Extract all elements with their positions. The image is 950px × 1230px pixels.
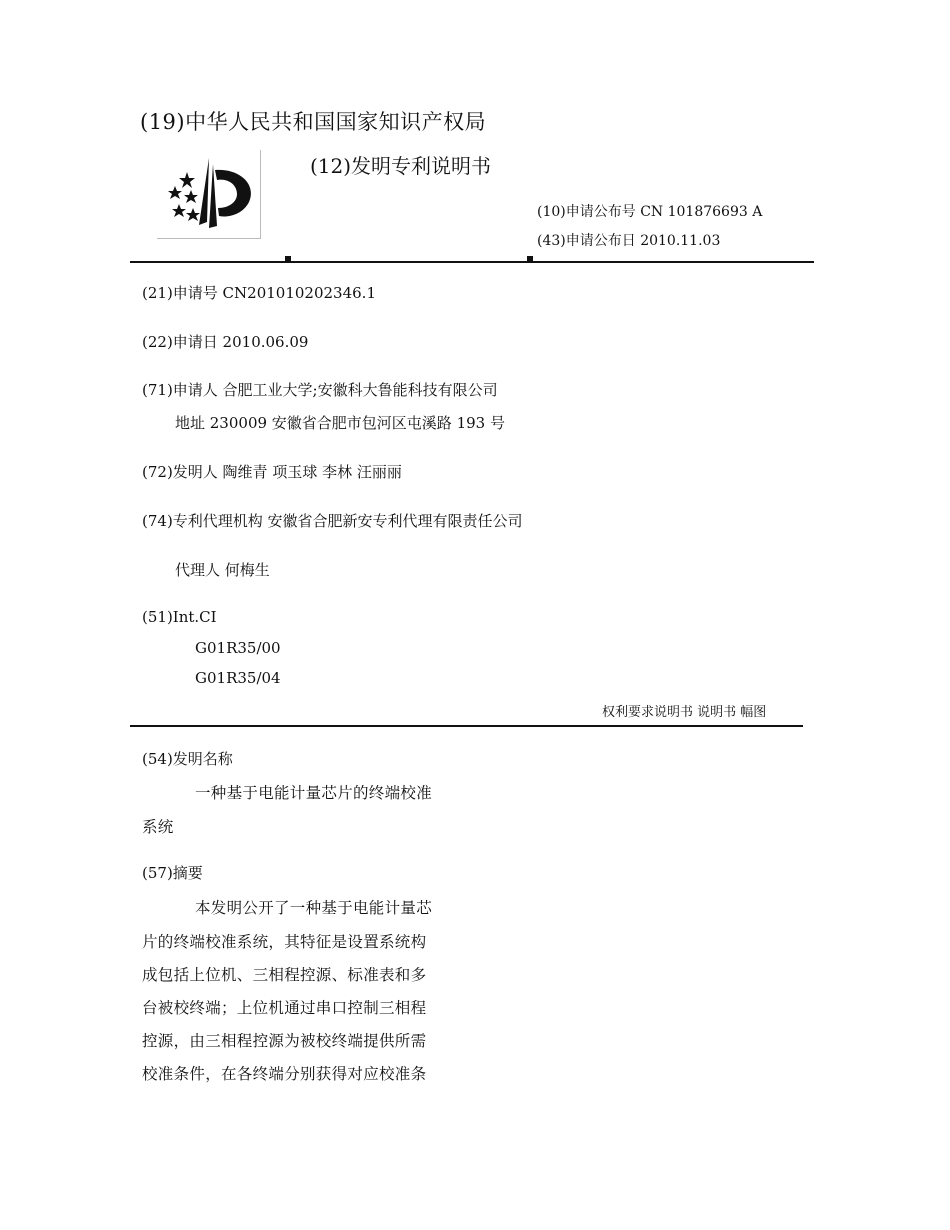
- abstract-line: 控源，由三相程控源为被校终端提供所需: [142, 1032, 427, 1050]
- applicant-address: 地址 230009 安徽省合肥市包河区屯溪路 193 号: [175, 414, 505, 432]
- publication-date: (43)申请公布日 2010.11.03: [537, 233, 721, 249]
- document-type: (12)发明专利说明书: [310, 154, 492, 178]
- abstract-line: 本发明公开了一种基于电能计量芯: [195, 899, 433, 917]
- abstract-line: 台被校终端；上位机通过串口控制三相程: [142, 999, 427, 1017]
- abstract-line: 片的终端校准系统，其特征是设置系统构: [142, 933, 427, 951]
- attachments-list: 权利要求说明书 说明书 幅图: [602, 705, 767, 720]
- section-divider: [130, 725, 803, 727]
- inventors: (72)发明人 陶维青 项玉球 李林 汪丽丽: [142, 463, 402, 481]
- divider-tick: [527, 256, 533, 261]
- invention-title-line: 一种基于电能计量芯片的终端校准: [195, 784, 433, 802]
- classification-code: G01R35/04: [195, 669, 281, 687]
- abstract-label: (57)摘要: [142, 864, 203, 882]
- application-number: (21)申请号 CN201010202346.1: [142, 284, 376, 302]
- invention-title-label: (54)发明名称: [142, 750, 233, 768]
- patent-office-logo: [157, 150, 261, 239]
- classification-code: G01R35/00: [195, 639, 281, 657]
- int-classification-label: (51)Int.CI: [142, 608, 217, 626]
- office-name: (19)中华人民共和国国家知识产权局: [140, 110, 487, 134]
- header-divider: [130, 261, 814, 263]
- abstract-line: 成包括上位机、三相程控源、标准表和多: [142, 966, 427, 984]
- logo-emblem-icon: [157, 150, 260, 238]
- patent-agent: 代理人 何梅生: [175, 561, 270, 579]
- abstract-line: 校准条件，在各终端分别获得对应校准条: [142, 1065, 427, 1083]
- applicant: (71)申请人 合肥工业大学;安徽科大鲁能科技有限公司: [142, 381, 498, 399]
- publication-number: (10)申请公布号 CN 101876693 A: [537, 204, 763, 220]
- patent-agency: (74)专利代理机构 安徽省合肥新安专利代理有限责任公司: [142, 512, 523, 530]
- invention-title-line: 系统: [142, 818, 174, 836]
- divider-tick: [285, 256, 291, 261]
- application-date: (22)申请日 2010.06.09: [142, 333, 309, 351]
